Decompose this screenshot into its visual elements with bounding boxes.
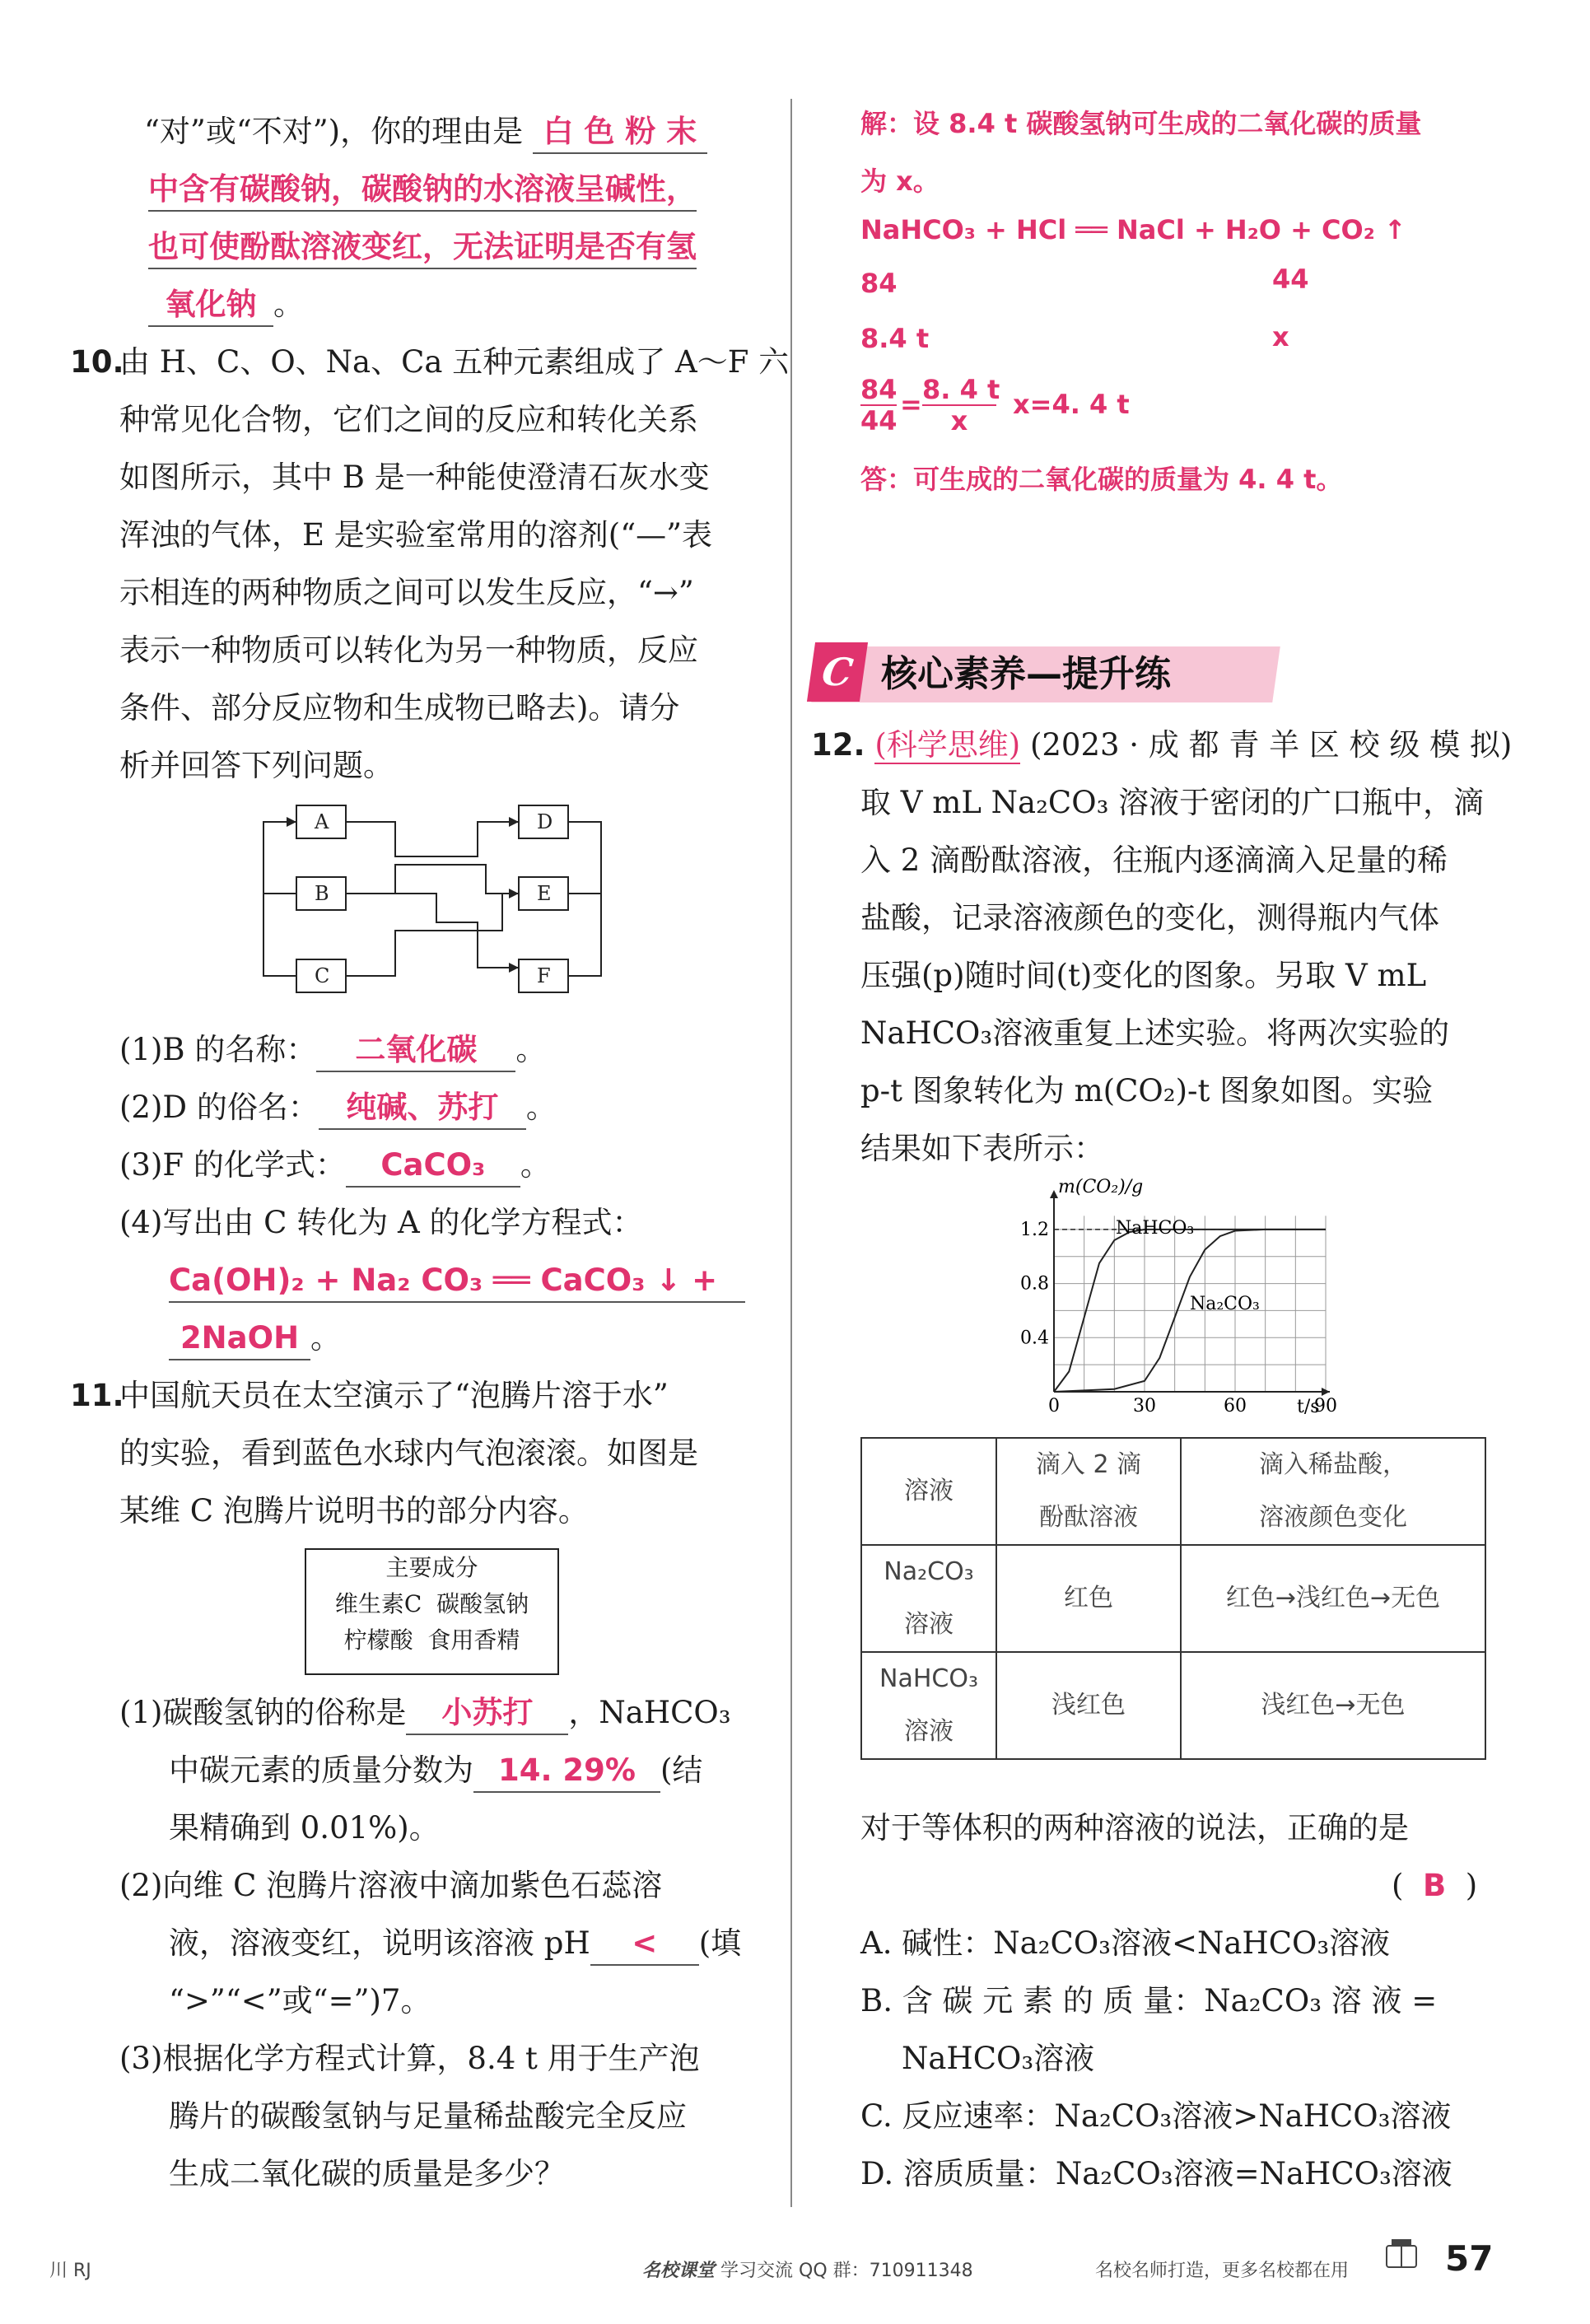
solution-line-1: 解：设 8.4 t 碳酸氢钠可生成的二氧化碳的质量 — [860, 108, 1422, 139]
table-header-row — [861, 1438, 1485, 1545]
q10-number: 10. — [70, 344, 124, 380]
page-number: 57 — [1445, 2238, 1494, 2279]
q10-sub4-line-2: 2NaOH 。 — [169, 1318, 341, 1360]
q10-sub3-answer: CaCO₃ — [346, 1145, 520, 1188]
q11-sub1-line1: (1)碳酸氢钠的俗称是 小苏打 ，NaHCO₃ — [119, 1692, 731, 1735]
ingredients-box: 主要成分 维生素C 碳酸氢钠 柠檬酸 食用香精 — [305, 1548, 559, 1675]
y-tick-label: 0.4 — [1020, 1328, 1049, 1349]
q9-answer-line-3: 也可使酚酞溶液变红，无法证明是否有氢 — [148, 226, 697, 269]
table-cell: NaHCO₃ 溶液 — [861, 1652, 996, 1759]
q12-source: (2023 · 成 都 青 羊 区 校 级 模 拟) — [1029, 727, 1513, 763]
q12-option-c: C. 反应速率：Na₂CO₃溶液>NaHCO₃溶液 — [860, 2098, 1452, 2134]
ingredients-title: 主要成分 — [385, 1554, 478, 1581]
q9-line-1 — [144, 111, 707, 154]
q12-text: 盐酸，记录溶液颜色的变化，测得瓶内气体 — [860, 900, 1439, 936]
q9-line-4: 氧化钠 。 — [148, 284, 304, 327]
y-tick-label: 0.8 — [1020, 1273, 1049, 1295]
x-tick-label: 90 — [1314, 1396, 1337, 1416]
table-cell: 红色 — [996, 1545, 1181, 1652]
solution-line-2: 为 x。 — [860, 166, 940, 197]
solution-mass-4: x — [1272, 321, 1289, 352]
q12-text: 入 2 滴酚酞溶液，往瓶内逐滴滴入足量的稀 — [860, 842, 1448, 878]
q11-sub1-answer: 小苏打 — [406, 1692, 568, 1735]
q12-question: 对于等体积的两种溶液的说法，正确的是 — [860, 1810, 1409, 1846]
q12-answer-bracket: ( B ) — [1392, 1868, 1478, 1903]
q11-sub1-line3: 果精确到 0.01%)。 — [169, 1810, 440, 1846]
table-header-cell: 滴入 2 滴 酚酞溶液 — [996, 1438, 1181, 1545]
q12-text: 压强(p)随时间(t)变化的图象。另取 V mL — [860, 958, 1427, 993]
q12-answer: B — [1422, 1868, 1447, 1903]
q12-text: p-t 图象转化为 m(CO₂)-t 图象如图。实验 — [860, 1073, 1434, 1108]
q11-text: 某维 C 泡腾片说明书的部分内容。 — [119, 1493, 589, 1528]
y-axis-arrow — [1050, 1190, 1058, 1198]
table-cell: 红色→浅红色→无色 — [1181, 1545, 1485, 1652]
section-header — [807, 642, 1276, 710]
relationship-diagram — [255, 799, 618, 1005]
q12-number: 12. — [811, 727, 865, 763]
solution-answer: 答：可生成的二氧化碳的质量为 4. 4 t。 — [860, 464, 1343, 495]
q11-sub2-line1: (2)向维 C 泡腾片溶液中滴加紫色石蕊溶 — [119, 1868, 663, 1903]
q12-text: NaHCO₃溶液重复上述实验。将两次实验的 — [860, 1015, 1450, 1051]
x-axis-label: t/s — [1297, 1397, 1320, 1416]
section-title: 核心素养—提升练 — [881, 653, 1171, 695]
q10-text: 示相连的两种物质之间可以发生反应，“→” — [119, 575, 694, 610]
q12-text: 取 V mL Na₂CO₃ 溶液于密闭的广口瓶中，滴 — [860, 785, 1485, 820]
q12-option-b: B. 含 碳 元 素 的 质 量：Na₂CO₃ 溶 液 = — [860, 1983, 1438, 2018]
table-header-cell: 滴入稀盐酸， 溶液颜色变化 — [1181, 1438, 1485, 1545]
q12-option-d: D. 溶质质量：Na₂CO₃溶液=NaHCO₃溶液 — [860, 2156, 1452, 2191]
q12-option-b-cont: NaHCO₃溶液 — [902, 2041, 1095, 2076]
q11-sub2-answer: < — [590, 1923, 699, 1966]
solution-equation: NaHCO₃ + HCl ══ NaCl + H₂O + CO₂ ↑ — [860, 214, 1406, 245]
q12-heading — [811, 725, 1512, 766]
q10-sub4-answer-1: Ca(OH)₂ + Na₂ CO₃ ══ CaCO₃ ↓ + — [169, 1260, 745, 1303]
q11-sub1-line2: 中碳元素的质量分数为 14. 29% (结 — [169, 1750, 702, 1793]
q11-sub3-line3: 生成二氧化碳的质量是多少？ — [169, 2156, 565, 2191]
q10-text: 条件、部分反应物和生成物已略去)。请分 — [119, 690, 680, 726]
table-cell: 浅红色→无色 — [1181, 1652, 1485, 1759]
table-cell: Na₂CO₃ 溶液 — [861, 1545, 996, 1652]
node-d-label: D — [537, 810, 553, 833]
q9-prompt-text: “对”或“不对”)，你的理由是 — [144, 114, 524, 149]
solution-mass-3: 8.4 t — [860, 323, 930, 354]
q10-sub4-question: (4)写出由 C 转化为 A 的化学方程式： — [119, 1205, 643, 1240]
node-e-label: E — [537, 882, 552, 905]
y-axis-label: m(CO₂)/g — [1058, 1178, 1144, 1197]
x-tick-label: 30 — [1133, 1396, 1156, 1416]
q11-number: 11. — [70, 1378, 124, 1413]
co2-mass-chart — [1005, 1178, 1350, 1416]
q9-answer-start: 白 色 粉 末 — [533, 111, 707, 154]
solution-mass-2: 44 — [1272, 264, 1309, 295]
table-header-cell: 溶液 — [861, 1438, 996, 1545]
q10-text: 表示一种物质可以转化为另一种物质，反应 — [119, 632, 698, 668]
q11-sub3-line1: (3)根据化学方程式计算，8.4 t 用于生产泡 — [119, 2041, 700, 2076]
q9-answer-end: 氧化钠 — [148, 284, 273, 327]
q11-text: 的实验，看到蓝色水球内气泡滚滚。如图是 — [119, 1435, 698, 1471]
column-divider — [790, 99, 792, 2207]
q10-sub3: (3)F 的化学式： CaCO₃ 。 — [119, 1145, 551, 1188]
footer-center: 名校课堂 学习交流 QQ 群：710911348 — [642, 2261, 973, 2281]
q10-text: 种常见化合物，它们之间的反应和转化关系 — [119, 402, 698, 437]
x-tick-label: 60 — [1224, 1396, 1247, 1416]
q10-sub1: (1)B 的名称： 二氧化碳 。 — [119, 1029, 546, 1072]
nahco3-label: NaHCO₃ — [1116, 1218, 1195, 1239]
q11-sub3-line2: 腾片的碳酸氢钠与足量稀盐酸完全反应 — [169, 2098, 687, 2134]
footer-edition: 川 RJ — [49, 2261, 91, 2281]
y-tick-label: 1.2 — [1020, 1219, 1049, 1240]
q12-text: 结果如下表所示： — [860, 1131, 1104, 1166]
x-tick-label: 0 — [1048, 1396, 1060, 1416]
table-cell: 浅红色 — [996, 1652, 1181, 1759]
q11-sub1-answer-2: 14. 29% — [473, 1750, 660, 1793]
node-a-label: A — [315, 810, 329, 833]
q10-text: 如图所示，其中 B 是一种能使澄清石灰水变 — [119, 460, 710, 495]
q9-answer-line-2: 中含有碳酸钠，碳酸钠的水溶液呈碱性， — [148, 169, 697, 212]
table-row — [861, 1652, 1485, 1759]
na2co3-label: Na₂CO₃ — [1190, 1294, 1260, 1314]
q10-text: 由 H、C、O、Na、Ca 五种元素组成了 A～F 六 — [119, 344, 790, 380]
q11-sub2-line3: “>”“<”或“=”)7。 — [169, 1983, 431, 2018]
node-b-label: B — [315, 882, 329, 905]
section-letter: C — [807, 642, 868, 702]
q12-tag: (科学思维) — [874, 727, 1021, 763]
book-logo-icon — [1383, 2236, 1420, 2272]
footer-brand-logo: 名校课堂 — [642, 2261, 716, 2281]
q10-sub1-answer: 二氧化碳 — [316, 1029, 515, 1072]
footer-slogan: 名校名师打造，更多名校都在用 — [1095, 2261, 1350, 2281]
q10-sub4-answer-2: 2NaOH — [169, 1318, 310, 1360]
q11-text: 中国航天员在太空演示了“泡腾片溶于水” — [119, 1378, 669, 1413]
q10-sub2-answer: 纯碱、苏打 — [319, 1087, 526, 1130]
q10-sub2: (2)D 的俗名： 纯碱、苏打 。 — [119, 1087, 557, 1130]
node-f-label: F — [537, 964, 551, 987]
table-row — [861, 1545, 1485, 1652]
q12-option-a: A. 碱性：Na₂CO₃溶液<NaHCO₃溶液 — [860, 1925, 1391, 1961]
q10-text: 析并回答下列问题。 — [119, 748, 394, 783]
q10-text: 浑浊的气体，E 是实验室常用的溶剂(“—”表 — [119, 517, 713, 553]
result-table — [860, 1437, 1486, 1760]
node-c-label: C — [315, 964, 330, 987]
solution-mass-1: 84 — [860, 268, 898, 299]
q11-sub2-line2: 液，溶液变红，说明该溶液 pH < (填 — [169, 1923, 741, 1966]
